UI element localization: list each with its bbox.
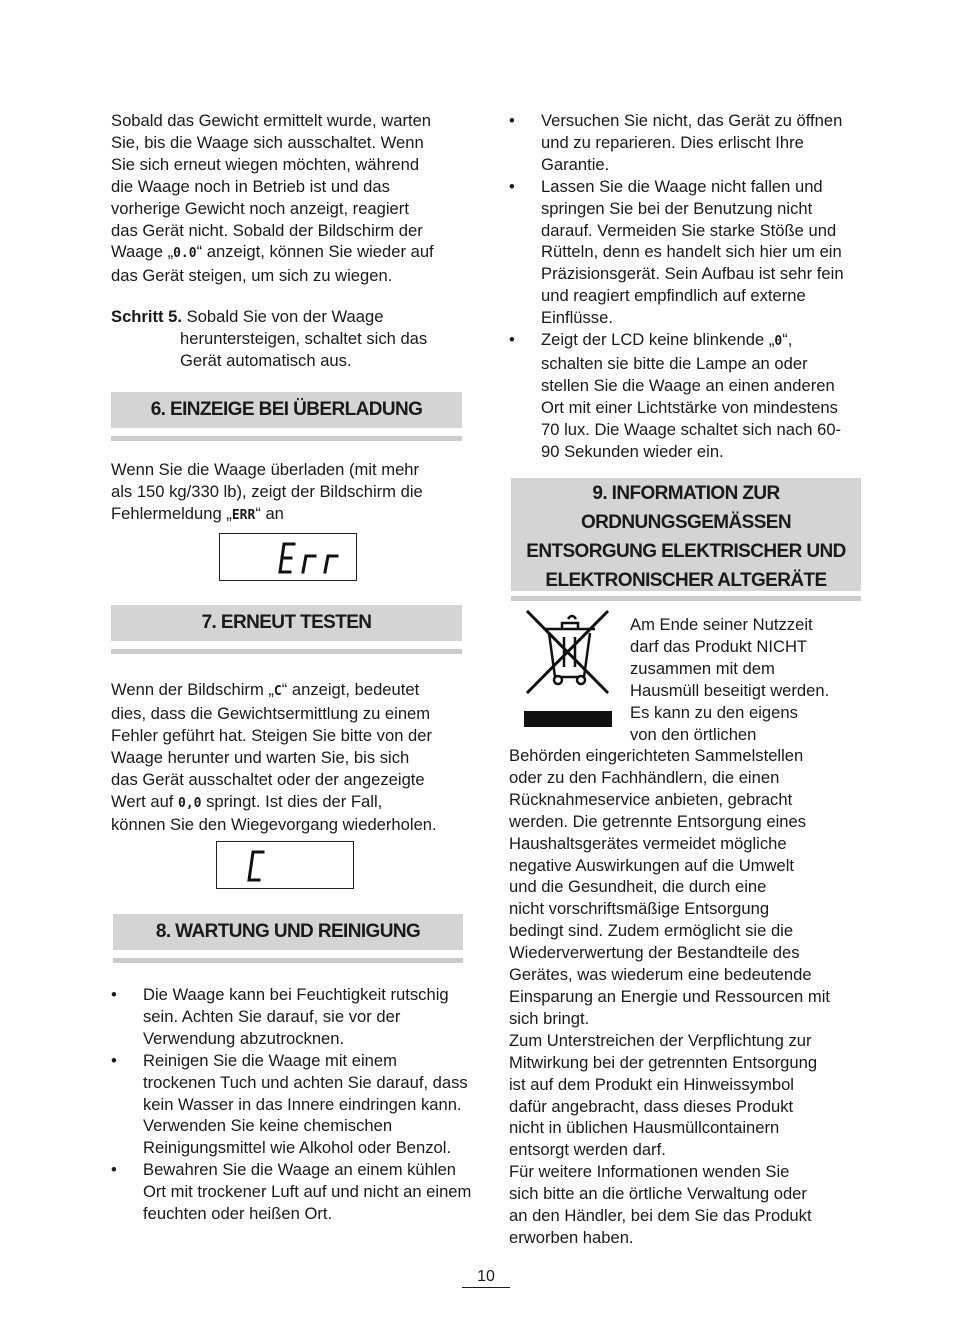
text-line: Sobald das Gewicht ermittelt wurde, warten	[111, 111, 432, 130]
text-fragment: Zeigt der LCD keine blinkende „	[541, 330, 775, 350]
text-line: Für weitere Informationen wenden Sie	[509, 1162, 790, 1182]
section9-heading	[511, 478, 861, 591]
bullet-icon: •	[509, 330, 515, 350]
text-line: Zum Unterstreichen der Verpflichtung zur	[509, 1030, 812, 1050]
text-line: Gerät automatisch aus.	[180, 350, 352, 370]
text-line: Am Ende seiner Nutzzeit	[630, 615, 813, 634]
text-line: das Gerät nicht. Sobald der Bildschirm der	[111, 220, 423, 240]
text-line: sich bitte an die örtliche Verwaltung oder	[509, 1184, 807, 1204]
care-bullet-list	[509, 110, 854, 463]
text-line: oder zu den Fachhändlern, die einen	[509, 767, 780, 787]
list-item	[509, 110, 854, 176]
segment-glyph: ERR	[231, 507, 256, 523]
text-line: Haushaltsgerätes vermeidet mögliche	[509, 833, 787, 853]
list-item-text: Reinigen Sie die Waage mit einem trockenen Tuch und achten Sie darauf, dass kein Wasser in das Innere eindringen kann. Verwenden Sie keine chemischen Reinigungsmittel wie Alkohol oder Benzol.	[143, 1050, 468, 1158]
weee-body-paragraph	[509, 745, 869, 1249]
text-line: heruntersteigen, schaltet sich das	[180, 328, 428, 348]
text-line: Einsparung an Energie und Ressourcen mit	[509, 986, 831, 1006]
text-line: Behörden eingerichteten Sammelstellen	[509, 746, 804, 765]
text-line: sich bringt.	[509, 1008, 590, 1028]
text-line: dies, dass die Gewichtsermittlung zu einem	[111, 703, 431, 723]
text-line: ist auf dem Produkt ein Hinweissymbol	[509, 1074, 794, 1094]
text-line	[111, 241, 471, 265]
text-line	[111, 791, 471, 815]
heading-line: 9. INFORMATION ZUR	[592, 483, 780, 504]
lcd-c-display	[216, 841, 354, 889]
bullet-icon: •	[111, 985, 117, 1004]
text-line: nicht vorschriftsmäßige Entsorgung	[509, 899, 770, 919]
text-line: Waage herunter und warten Sie, bis sich	[111, 747, 410, 767]
list-item-text: Lassen Sie die Waage nicht fallen und springen Sie bei der Benutzung nicht darauf. Vermeiden Sie starke Stöße und Rütteln, denn es handelt sich hier um ein Präzisionsgerät. Sein Aufbau ist sehr fein und reagiert empfindlich auf externe Einflüsse.	[541, 176, 844, 328]
text-fragment: Waage „	[111, 242, 174, 262]
text-line: das Gerät ausschaltet oder der angezeigte	[111, 769, 425, 789]
segment-glyph: C	[273, 684, 282, 699]
list-item	[509, 176, 854, 329]
text-line: die Waage noch in Betrieb ist und das	[111, 176, 390, 196]
section8-bullet-list	[111, 984, 473, 1225]
text-fragment: “ an	[255, 503, 284, 523]
text-line: vorherige Gewicht noch anzeigt, reagiert	[111, 198, 409, 218]
text-line	[111, 679, 471, 703]
bullet-icon: •	[111, 1160, 117, 1180]
err-segment-icon	[220, 534, 356, 580]
text-line: zusammen mit dem	[630, 658, 775, 678]
page-number: 10	[462, 1268, 510, 1288]
section6-heading: 6. EINZEIGE BEI ÜBERLADUNG	[111, 392, 462, 428]
c-segment-icon	[217, 842, 353, 888]
text-fragment: Wert auf	[111, 791, 179, 811]
list-item-text: Bewahren Sie die Waage an einem kühlen Ort mit trockener Luft auf und nicht an einem feuchten oder heißen Ort.	[143, 1160, 472, 1224]
text-line	[111, 503, 471, 527]
text-line: Es kann zu den eigens	[630, 702, 798, 722]
text-fragment: “ anzeigt, bedeutet	[281, 680, 420, 699]
list-item-text: Versuchen Sie nicht, das Gerät zu öffnen und zu reparieren. Dies erlischt Ihre Garantie.	[541, 111, 843, 174]
list-item	[111, 1159, 473, 1225]
text-line: Wenn Sie die Waage überladen (mit mehr	[111, 460, 420, 479]
text-fragment: “ anzeigt, können Sie wieder auf	[196, 242, 434, 262]
bullet-icon: •	[111, 1050, 117, 1070]
weee-intro-paragraph	[630, 614, 870, 745]
text-line: an den Händler, bei dem Sie das Produkt	[509, 1206, 812, 1226]
lcd-text	[220, 534, 242, 538]
text-line	[111, 306, 471, 328]
text-line: bedingt sind. Zudem ermöglicht sie die	[509, 921, 794, 941]
text-line: Sie, bis die Waage sich ausschaltet. Wenn	[111, 132, 424, 152]
text-line: werden. Die getrennte Entsorgung eines	[509, 811, 807, 831]
text-line: als 150 kg/330 lb), zeigt der Bildschirm die	[111, 481, 423, 501]
list-item	[509, 329, 854, 462]
text-fragment: springt. Ist dies der Fall,	[201, 791, 383, 811]
text-line: Gerätes, was wiederum eine bedeutende	[509, 965, 812, 985]
section-divider	[511, 596, 861, 601]
text-line: Wiederverwertung der Bestandteile des	[509, 943, 800, 963]
text-fragment: Wenn der Bildschirm „	[111, 680, 274, 699]
section7-heading: 7. ERNEUT TESTEN	[111, 605, 462, 641]
text-fragment: Fehlermeldung „	[111, 503, 232, 523]
text-line: können Sie den Wiegevorgang wiederholen.	[111, 815, 437, 835]
section6-paragraph	[111, 459, 471, 527]
bullet-icon: •	[509, 111, 515, 130]
section8-heading: 8. WARTUNG UND REINIGUNG	[113, 914, 463, 950]
text-line: Hausmüll beseitigt werden.	[630, 680, 830, 700]
bullet-icon: •	[509, 176, 515, 196]
segment-glyph: 0	[774, 334, 783, 350]
section7-paragraph	[111, 679, 471, 836]
section-divider	[111, 436, 462, 441]
lcd-text	[217, 842, 229, 846]
text-line: Mitwirkung bei der getrennten Entsorgung	[509, 1052, 818, 1072]
text-line: entsorgt werden darf.	[509, 1140, 666, 1160]
text-fragment: “, schalten sie bitte die Lampe an oder stellen Sie die Waage an einen anderen Ort mit einer Lichtstärke von mindestens 70 lux. Die Waage schaltet sich nach 60-90 Sekunden wieder ein.	[541, 330, 842, 461]
text-fragment: Sobald Sie von der Waage	[182, 307, 384, 326]
section-divider	[113, 958, 463, 963]
text-line: Sie sich erneut wiegen möchten, während	[111, 154, 420, 174]
intro-paragraph	[111, 110, 471, 287]
text-line: und die Gesundheit, die durch eine	[509, 877, 767, 897]
text-line: negative Auswirkungen auf die Umwelt	[509, 855, 795, 875]
text-line: nicht in üblichen Hausmüllcontainern	[509, 1118, 780, 1138]
text-line: erworben haben.	[509, 1227, 634, 1247]
text-line: das Gerät steigen, um sich zu wiegen.	[111, 266, 393, 286]
crossed-bin-icon	[522, 607, 616, 731]
heading-line: ELEKTRONISCHER ALTGERÄTE	[545, 570, 827, 591]
text-line: dafür angebracht, dass dieses Produkt	[509, 1096, 794, 1116]
text-line: von den örtlichen	[630, 724, 757, 744]
text-line: Rücknahmeservice anbieten, gebracht	[509, 789, 793, 809]
list-item	[111, 1050, 473, 1160]
lcd-err-display	[219, 533, 357, 581]
segment-glyph: 0,0	[178, 795, 202, 811]
heading-line: ENTSORGUNG ELEKTRISCHER UND	[526, 541, 846, 562]
heading-line: ORDNUNGSGEMÄSSEN	[581, 512, 791, 533]
text-line: darf das Produkt NICHT	[630, 636, 808, 656]
step5-paragraph	[111, 306, 471, 372]
list-item-text: Die Waage kann bei Feuchtigkeit rutschig sein. Achten Sie darauf, sie vor der Verwendung abzutrocknen.	[143, 985, 449, 1048]
text-line: Fehler geführt hat. Steigen Sie bitte von der	[111, 725, 433, 745]
segment-glyph: 0.0	[173, 246, 197, 262]
section-divider	[111, 649, 462, 654]
list-item	[111, 984, 473, 1050]
step-label: Schritt 5.	[111, 307, 183, 326]
